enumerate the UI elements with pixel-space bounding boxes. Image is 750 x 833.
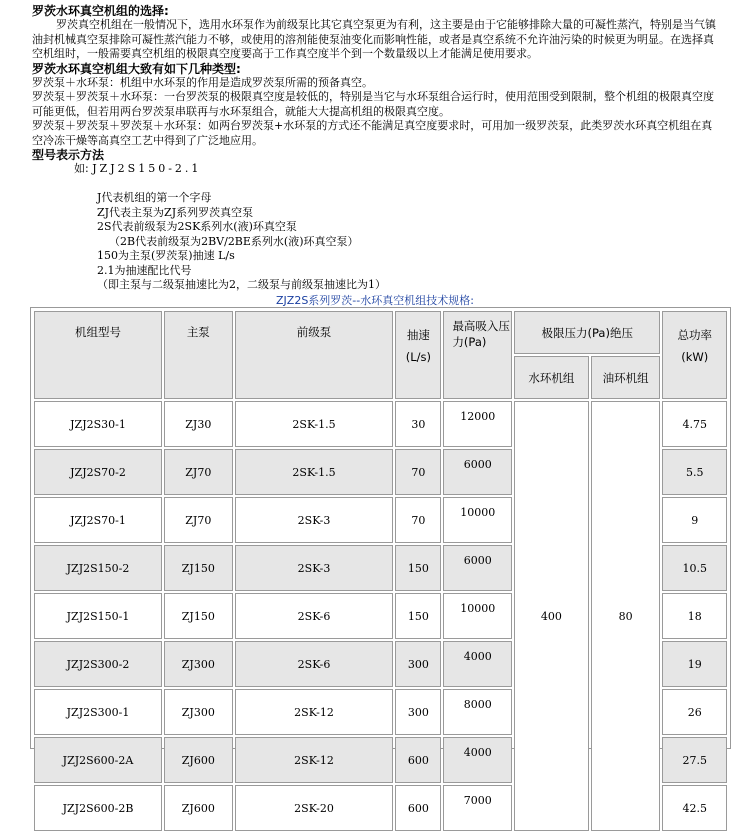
header-oil-ring: 油环机组 [591, 356, 661, 399]
cell-max-pressure: 4000 [443, 737, 512, 783]
explanation-line: ZJ代表主泵为ZJ系列罗茨真空泵 [97, 205, 254, 219]
cell-main-pump: ZJ30 [164, 401, 233, 447]
section-title-types: 罗茨水环真空机组大致有如下几种类型: [32, 61, 241, 76]
cell-main-pump: ZJ150 [164, 593, 233, 639]
explanation-line: J代表机组的第一个字母 [97, 191, 212, 204]
cell-speed: 300 [395, 641, 441, 687]
header-power-unit: (kW) [681, 350, 709, 364]
type-item-2: 罗茨泵＋罗茨泵＋水环泵：一台罗茨泵的极限真空度是较低的，特别是当它与水环泵组合运行时，使用范围受到限制，整个机组的极限真空度可能更低，但若用两台罗茨泵串联再与水环泵组合，就能大大提高机组的极限真空度。 [32, 90, 714, 118]
cell-speed: 300 [395, 689, 441, 735]
cell-model: JZJ2S300-1 [34, 689, 162, 735]
spec-table-container [30, 307, 731, 815]
cell-fore-pump: 2SK-1.5 [235, 449, 394, 495]
cell-water-ring-ultimate: 400 [514, 401, 589, 831]
model-example [32, 162, 722, 176]
table-header-row [34, 311, 727, 354]
cell-power: 26 [662, 689, 727, 735]
section-title-selection: 罗茨水环真空机组的选择: [32, 4, 169, 18]
cell-power: 4.75 [662, 401, 727, 447]
cell-model: JZJ2S30-1 [34, 401, 162, 447]
explanation-line: （即主泵与二级泵抽速比为2，二级泵与前级泵抽速比为1） [97, 278, 386, 291]
cell-max-pressure: 12000 [443, 401, 512, 447]
cell-power: 10.5 [662, 545, 727, 591]
header-ultimate-pressure: 极限压力(Pa)绝压 [514, 311, 660, 354]
cell-speed: 70 [395, 497, 441, 543]
cell-max-pressure: 8000 [443, 689, 512, 735]
cell-fore-pump: 2SK-3 [235, 545, 394, 591]
cell-fore-pump: 2SK-1.5 [235, 401, 394, 447]
spec-table [32, 309, 729, 833]
type-item-1: 罗茨泵＋水环泵：机组中水环泵的作用是造成罗茨泵所需的预备真空。 [32, 76, 373, 90]
cell-max-pressure: 7000 [443, 785, 512, 831]
example-prefix: 如: [74, 162, 89, 176]
cell-speed: 150 [395, 545, 441, 591]
example-code: JZJ2S150-2.1 [92, 162, 202, 176]
cell-fore-pump: 2SK-6 [235, 641, 394, 687]
intro-section [32, 4, 722, 177]
header-speed [395, 311, 441, 399]
cell-model: JZJ2S70-1 [34, 497, 162, 543]
cell-power: 5.5 [662, 449, 727, 495]
cell-main-pump: ZJ70 [164, 497, 233, 543]
cell-model: JZJ2S150-1 [34, 593, 162, 639]
cell-main-pump: ZJ300 [164, 641, 233, 687]
cell-speed: 600 [395, 737, 441, 783]
cell-model: JZJ2S600-2B [34, 785, 162, 831]
cell-oil-ring-ultimate: 80 [591, 401, 661, 831]
model-explanation [97, 191, 386, 293]
cell-max-pressure: 4000 [443, 641, 512, 687]
header-fore-pump: 前级泵 [235, 311, 394, 399]
cell-model: JZJ2S600-2A [34, 737, 162, 783]
cell-fore-pump: 2SK-3 [235, 497, 394, 543]
header-water-ring: 水环机组 [514, 356, 589, 399]
header-speed-label: 抽速 [406, 328, 430, 342]
cell-speed: 600 [395, 785, 441, 831]
cell-power: 19 [662, 641, 727, 687]
cell-speed: 150 [395, 593, 441, 639]
cell-main-pump: ZJ600 [164, 737, 233, 783]
cell-model: JZJ2S150-2 [34, 545, 162, 591]
cell-power: 42.5 [662, 785, 727, 831]
cell-max-pressure: 6000 [443, 545, 512, 591]
header-speed-unit: (L/s) [405, 350, 432, 364]
table-title: ZJZ2S系列罗茨--水环真空机组技术规格: [276, 294, 474, 307]
cell-max-pressure: 10000 [443, 497, 512, 543]
explanation-line: 2S代表前级泵为2SK系列水(液)环真空泵 [97, 220, 297, 233]
cell-power: 27.5 [662, 737, 727, 783]
cell-power: 18 [662, 593, 727, 639]
cell-speed: 70 [395, 449, 441, 495]
cell-fore-pump: 2SK-6 [235, 593, 394, 639]
cell-main-pump: ZJ150 [164, 545, 233, 591]
cell-main-pump: ZJ70 [164, 449, 233, 495]
cell-fore-pump: 2SK-12 [235, 737, 394, 783]
cell-main-pump: ZJ300 [164, 689, 233, 735]
explanation-line: 2.1为抽速配比代号 [97, 263, 192, 277]
header-max-pressure: 最高吸入压力(Pa) [443, 311, 512, 399]
header-model: 机组型号 [34, 311, 162, 399]
cell-fore-pump: 2SK-12 [235, 689, 394, 735]
paragraph-selection: 罗茨真空机组在一般情况下，选用水环泵作为前级泵比其它真空泵更为有利，这主要是由于它能够排除大量的可凝性蒸汽，特别是当气镇油封机械真空泵排除可凝性蒸汽能力不够，或使用的溶剂能使泵油变化而影响性能，或者是真空系统不允许油污染的时候更为明显。在选择真空机组时，一般需要真空机组的极限真空度要高于工作真空度半个到一个数量级以上才能满足使用要求。 [32, 18, 716, 61]
type-item-3: 罗茨泵＋罗茨泵＋罗茨泵＋水环泵：如两台罗茨泵+水环泵的方式还不能满足真空度要求时，可用加一级罗茨泵，此类罗茨水环真空机组在真空冷冻干燥等高真空工艺中得到了广泛地应用。 [32, 119, 713, 147]
header-power [662, 311, 727, 399]
header-main-pump: 主泵 [164, 311, 233, 399]
table-row [34, 401, 727, 447]
cell-max-pressure: 10000 [443, 593, 512, 639]
cell-model: JZJ2S300-2 [34, 641, 162, 687]
cell-main-pump: ZJ600 [164, 785, 233, 831]
section-title-model: 型号表示方法 [32, 148, 105, 163]
header-power-label: 总功率 [677, 328, 712, 342]
explanation-line: （2B代表前级泵为2BV/2BE系列水(液)环真空泵） [109, 234, 359, 248]
cell-fore-pump: 2SK-20 [235, 785, 394, 831]
cell-max-pressure: 6000 [443, 449, 512, 495]
explanation-line: 150为主泵(罗茨泵)抽速 L/s [97, 249, 235, 262]
cell-model: JZJ2S70-2 [34, 449, 162, 495]
table-body [34, 401, 727, 831]
cell-speed: 30 [395, 401, 441, 447]
cell-power: 9 [662, 497, 727, 543]
